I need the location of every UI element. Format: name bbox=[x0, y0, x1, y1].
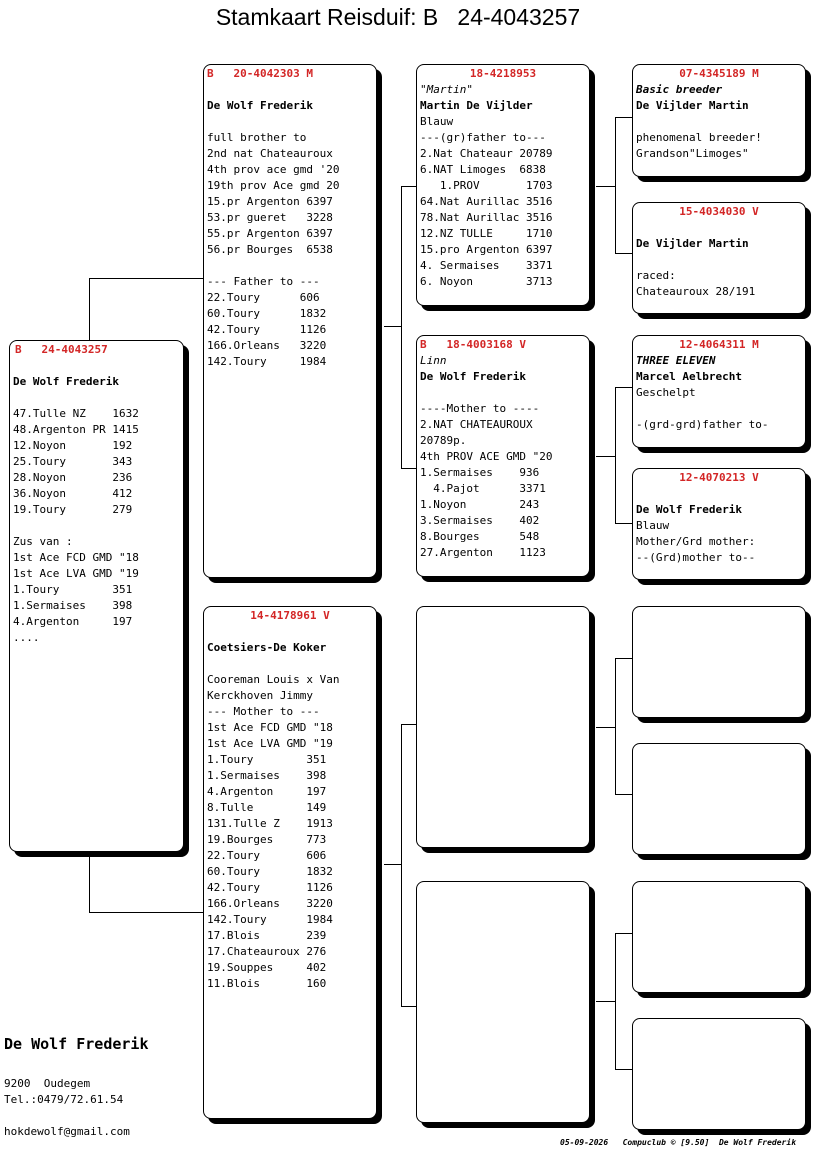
card-line: 64.Nat Aurillac 3516 bbox=[420, 195, 553, 208]
connector-line bbox=[615, 658, 633, 659]
connector-line bbox=[596, 186, 616, 187]
card-line: Kerckhoven Jimmy bbox=[207, 689, 313, 702]
ring-number: B 18-4003168 V bbox=[420, 338, 526, 351]
card-line: 78.Nat Aurillac 3516 bbox=[420, 211, 553, 224]
connector-line bbox=[384, 326, 402, 327]
card-line: 142.Toury 1984 bbox=[207, 913, 333, 926]
connector-line bbox=[615, 253, 633, 254]
card-line: 19.Toury 279 bbox=[13, 503, 133, 516]
card-line: 8.Tulle 149 bbox=[207, 801, 327, 814]
card-line: 55.pr Argenton 6397 bbox=[207, 227, 333, 240]
card-line: full brother to bbox=[207, 131, 307, 144]
card-line: 4.Pajot 3371 bbox=[420, 482, 546, 495]
card-line: 19th prov Ace gmd 20 bbox=[207, 179, 340, 192]
card-line: 12.Noyon 192 bbox=[13, 439, 133, 452]
card-line: 2nd nat Chateauroux bbox=[207, 147, 333, 160]
card-line: 4. Sermaises 3371 bbox=[420, 259, 553, 272]
card-line: Zus van : bbox=[13, 535, 73, 548]
owner-phone: Tel.:0479/72.61.54 bbox=[4, 1093, 124, 1106]
pigeon-card-fmm[interactable] bbox=[632, 468, 806, 580]
connector-line bbox=[615, 387, 633, 388]
card-line: 20789p. bbox=[420, 434, 467, 447]
connector-line bbox=[401, 186, 402, 468]
card-details bbox=[207, 82, 373, 370]
card-details bbox=[13, 358, 180, 646]
card-line: "Martin" bbox=[420, 83, 473, 96]
card-line: Cooreman Louis x Van bbox=[207, 673, 340, 686]
connector-line bbox=[384, 864, 402, 865]
card-line: Coetsiers-De Koker bbox=[207, 641, 327, 654]
card-line: 4th prov ace gmd '20 bbox=[207, 163, 340, 176]
card-line: 3.Sermaises 402 bbox=[420, 514, 540, 527]
card-details bbox=[207, 624, 373, 992]
connector-line bbox=[401, 1006, 417, 1007]
card-line: De Vijlder Martin bbox=[636, 99, 749, 112]
card-line bbox=[207, 114, 373, 130]
card-line bbox=[636, 401, 802, 417]
card-line: raced: bbox=[636, 269, 676, 282]
card-line: 1st Ace LVA GMD "19 bbox=[13, 567, 139, 580]
footer-credit: 05-09-2026 Compuclub © [9.50] De Wolf Frederik bbox=[560, 1138, 797, 1147]
ring-number: B 20-4042303 M bbox=[207, 67, 313, 80]
card-line: De Wolf Frederik bbox=[420, 370, 526, 383]
connector-line bbox=[615, 1069, 633, 1070]
connector-line bbox=[615, 933, 616, 1069]
card-line: 42.Toury 1126 bbox=[207, 323, 327, 336]
connector-line bbox=[615, 117, 616, 253]
card-line: 36.Noyon 412 bbox=[13, 487, 133, 500]
pigeon-card-mother[interactable] bbox=[203, 606, 377, 1119]
card-line: Geschelpt bbox=[636, 386, 696, 399]
card-line: THREE ELEVEN bbox=[636, 354, 716, 367]
card-line bbox=[636, 252, 802, 268]
pigeon-card-father-father[interactable] bbox=[416, 64, 590, 306]
pigeon-card-mmf[interactable] bbox=[632, 881, 806, 993]
connector-line bbox=[596, 1001, 616, 1002]
connector-line bbox=[401, 186, 417, 187]
connector-line bbox=[401, 724, 417, 725]
owner-email: hokdewolf@gmail.com bbox=[4, 1125, 130, 1138]
card-line bbox=[636, 486, 802, 502]
card-line: 11.Blois 160 bbox=[207, 977, 327, 990]
card-line: 142.Toury 1984 bbox=[207, 355, 327, 368]
card-line: 60.Toury 1832 bbox=[207, 307, 327, 320]
pigeon-card-subject[interactable] bbox=[9, 340, 184, 852]
card-details bbox=[636, 353, 802, 433]
connector-line bbox=[615, 933, 633, 934]
pigeon-card-mff[interactable] bbox=[632, 606, 806, 718]
connector-line bbox=[615, 658, 616, 794]
card-line: 60.Toury 1832 bbox=[207, 865, 333, 878]
card-line: 1st Ace LVA GMD "19 bbox=[207, 737, 333, 750]
connector-line bbox=[615, 387, 616, 523]
card-line: 15.pro Argenton 6397 bbox=[420, 243, 553, 256]
card-line: 1st Ace FCD GMD "18 bbox=[13, 551, 139, 564]
card-line bbox=[207, 82, 373, 98]
card-line: 1.Sermaises 398 bbox=[13, 599, 133, 612]
card-line: 27.Argenton 1123 bbox=[420, 546, 546, 559]
card-line: 56.pr Bourges 6538 bbox=[207, 243, 333, 256]
pigeon-card-mother-father[interactable] bbox=[416, 606, 590, 848]
card-line: 12.NZ TULLE 1710 bbox=[420, 227, 553, 240]
card-line: Mother/Grd mother: bbox=[636, 535, 756, 548]
card-line: 6.NAT Limoges 6838 bbox=[420, 163, 546, 176]
card-line: 2.Nat Chateaur 20789 bbox=[420, 147, 553, 160]
card-line bbox=[13, 518, 180, 534]
connector-line bbox=[89, 912, 204, 913]
card-line: 1st Ace FCD GMD "18 bbox=[207, 721, 333, 734]
owner-name: De Wolf Frederik bbox=[4, 1035, 149, 1053]
card-line: Blauw bbox=[636, 519, 670, 532]
card-line: 19.Souppes 402 bbox=[207, 961, 327, 974]
card-line: 42.Toury 1126 bbox=[207, 881, 333, 894]
card-line: 1.PROV 1703 bbox=[420, 179, 553, 192]
owner-info bbox=[4, 1034, 200, 1140]
card-line: 25.Toury 343 bbox=[13, 455, 133, 468]
card-details bbox=[636, 82, 802, 162]
ring-number: B 24-4043257 bbox=[15, 343, 108, 356]
card-line: 2.NAT CHATEAUROUX bbox=[420, 418, 533, 431]
card-line: .... bbox=[13, 631, 40, 644]
card-line bbox=[207, 656, 373, 672]
connector-line bbox=[89, 852, 90, 912]
pigeon-card-mother-mother[interactable] bbox=[416, 881, 590, 1123]
card-line: Martin De Vijlder bbox=[420, 99, 533, 112]
card-line: Chateauroux 28/191 bbox=[636, 285, 756, 298]
connector-line bbox=[615, 523, 633, 524]
card-line: --- Mother to --- bbox=[207, 705, 320, 718]
card-details bbox=[420, 82, 586, 290]
card-line: 166.Orleans 3220 bbox=[207, 897, 333, 910]
pigeon-card-father-mother[interactable] bbox=[416, 335, 590, 577]
card-line: 22.Toury 606 bbox=[207, 849, 327, 862]
card-line bbox=[207, 624, 373, 640]
card-line: ---(gr)father to--- bbox=[420, 131, 546, 144]
connector-line bbox=[615, 794, 633, 795]
card-line bbox=[636, 114, 802, 130]
card-line bbox=[207, 258, 373, 274]
pigeon-card-fff[interactable] bbox=[632, 64, 806, 177]
page-title: Stamkaart Reisduif: B 24-4043257 bbox=[215, 4, 581, 30]
ring-number: 15-4034030 V bbox=[679, 205, 759, 218]
card-line: Blauw bbox=[420, 115, 454, 128]
pigeon-card-fmf[interactable] bbox=[632, 335, 806, 448]
owner-address: 9200 Oudegem bbox=[4, 1077, 91, 1090]
card-line: 15.pr Argenton 6397 bbox=[207, 195, 333, 208]
card-line: 53.pr gueret 3228 bbox=[207, 211, 333, 224]
card-line: -(grd-grd)father to- bbox=[636, 418, 769, 431]
card-line: De Wolf Frederik bbox=[13, 375, 119, 388]
card-line: 19.Bourges 773 bbox=[207, 833, 327, 846]
card-line: 17.Chateauroux 276 bbox=[207, 945, 327, 958]
connector-line bbox=[596, 727, 616, 728]
card-line: 4th PROV ACE GMD "20 bbox=[420, 450, 553, 463]
card-line: De Vijlder Martin bbox=[636, 237, 749, 250]
ring-number: 18-4218953 bbox=[469, 67, 537, 80]
card-details bbox=[636, 220, 802, 300]
card-line: Marcel Aelbrecht bbox=[636, 370, 742, 383]
pigeon-card-father[interactable] bbox=[203, 64, 377, 578]
connector-line bbox=[615, 117, 633, 118]
card-line: 28.Noyon 236 bbox=[13, 471, 133, 484]
card-line: 166.Orleans 3220 bbox=[207, 339, 327, 352]
card-line: 1.Toury 351 bbox=[207, 753, 327, 766]
card-line: 131.Tulle Z 1913 bbox=[207, 817, 333, 830]
ring-number: 12-4070213 V bbox=[679, 471, 759, 484]
card-line: De Wolf Frederik bbox=[636, 503, 742, 516]
ring-number: 07-4345189 M bbox=[679, 67, 759, 80]
card-line: 17.Blois 239 bbox=[207, 929, 327, 942]
pigeon-card-mmm[interactable] bbox=[632, 1018, 806, 1130]
card-line: 1.Sermaises 398 bbox=[207, 769, 327, 782]
card-line: 22.Toury 606 bbox=[207, 291, 320, 304]
card-line: Grandson"Limoges" bbox=[636, 147, 749, 160]
ring-number: 12-4064311 M bbox=[679, 338, 759, 351]
card-line bbox=[13, 390, 180, 406]
card-details bbox=[636, 486, 802, 566]
card-line: ----Mother to ---- bbox=[420, 402, 540, 415]
connector-line bbox=[401, 468, 417, 469]
card-line: 1.Sermaises 936 bbox=[420, 466, 540, 479]
card-line: 4.Argenton 197 bbox=[13, 615, 133, 628]
card-line bbox=[420, 385, 586, 401]
card-line: phenomenal breeder! bbox=[636, 131, 762, 144]
card-line bbox=[13, 358, 180, 374]
card-line: 1.Toury 351 bbox=[13, 583, 133, 596]
card-line bbox=[636, 220, 802, 236]
connector-line bbox=[89, 278, 90, 340]
card-line: Basic breeder bbox=[636, 83, 723, 96]
card-line: 6. Noyon 3713 bbox=[420, 275, 553, 288]
card-line: --- Father to --- bbox=[207, 275, 320, 288]
connector-line bbox=[596, 456, 616, 457]
pigeon-card-mfm[interactable] bbox=[632, 743, 806, 855]
card-line: 47.Tulle NZ 1632 bbox=[13, 407, 139, 420]
card-line: 4.Argenton 197 bbox=[207, 785, 327, 798]
card-line: 48.Argenton PR 1415 bbox=[13, 423, 139, 436]
card-line: 8.Bourges 548 bbox=[420, 530, 540, 543]
owner-spacer bbox=[4, 1108, 200, 1124]
card-line: 1.Noyon 243 bbox=[420, 498, 540, 511]
pigeon-card-ffm[interactable] bbox=[632, 202, 806, 314]
card-line: Linn bbox=[420, 354, 447, 367]
ring-number: 14-4178961 V bbox=[250, 609, 330, 622]
card-line: De Wolf Frederik bbox=[207, 99, 313, 112]
connector-line bbox=[89, 278, 204, 279]
card-line: --(Grd)mother to-- bbox=[636, 551, 756, 564]
connector-line bbox=[401, 724, 402, 1006]
card-details bbox=[420, 353, 586, 561]
